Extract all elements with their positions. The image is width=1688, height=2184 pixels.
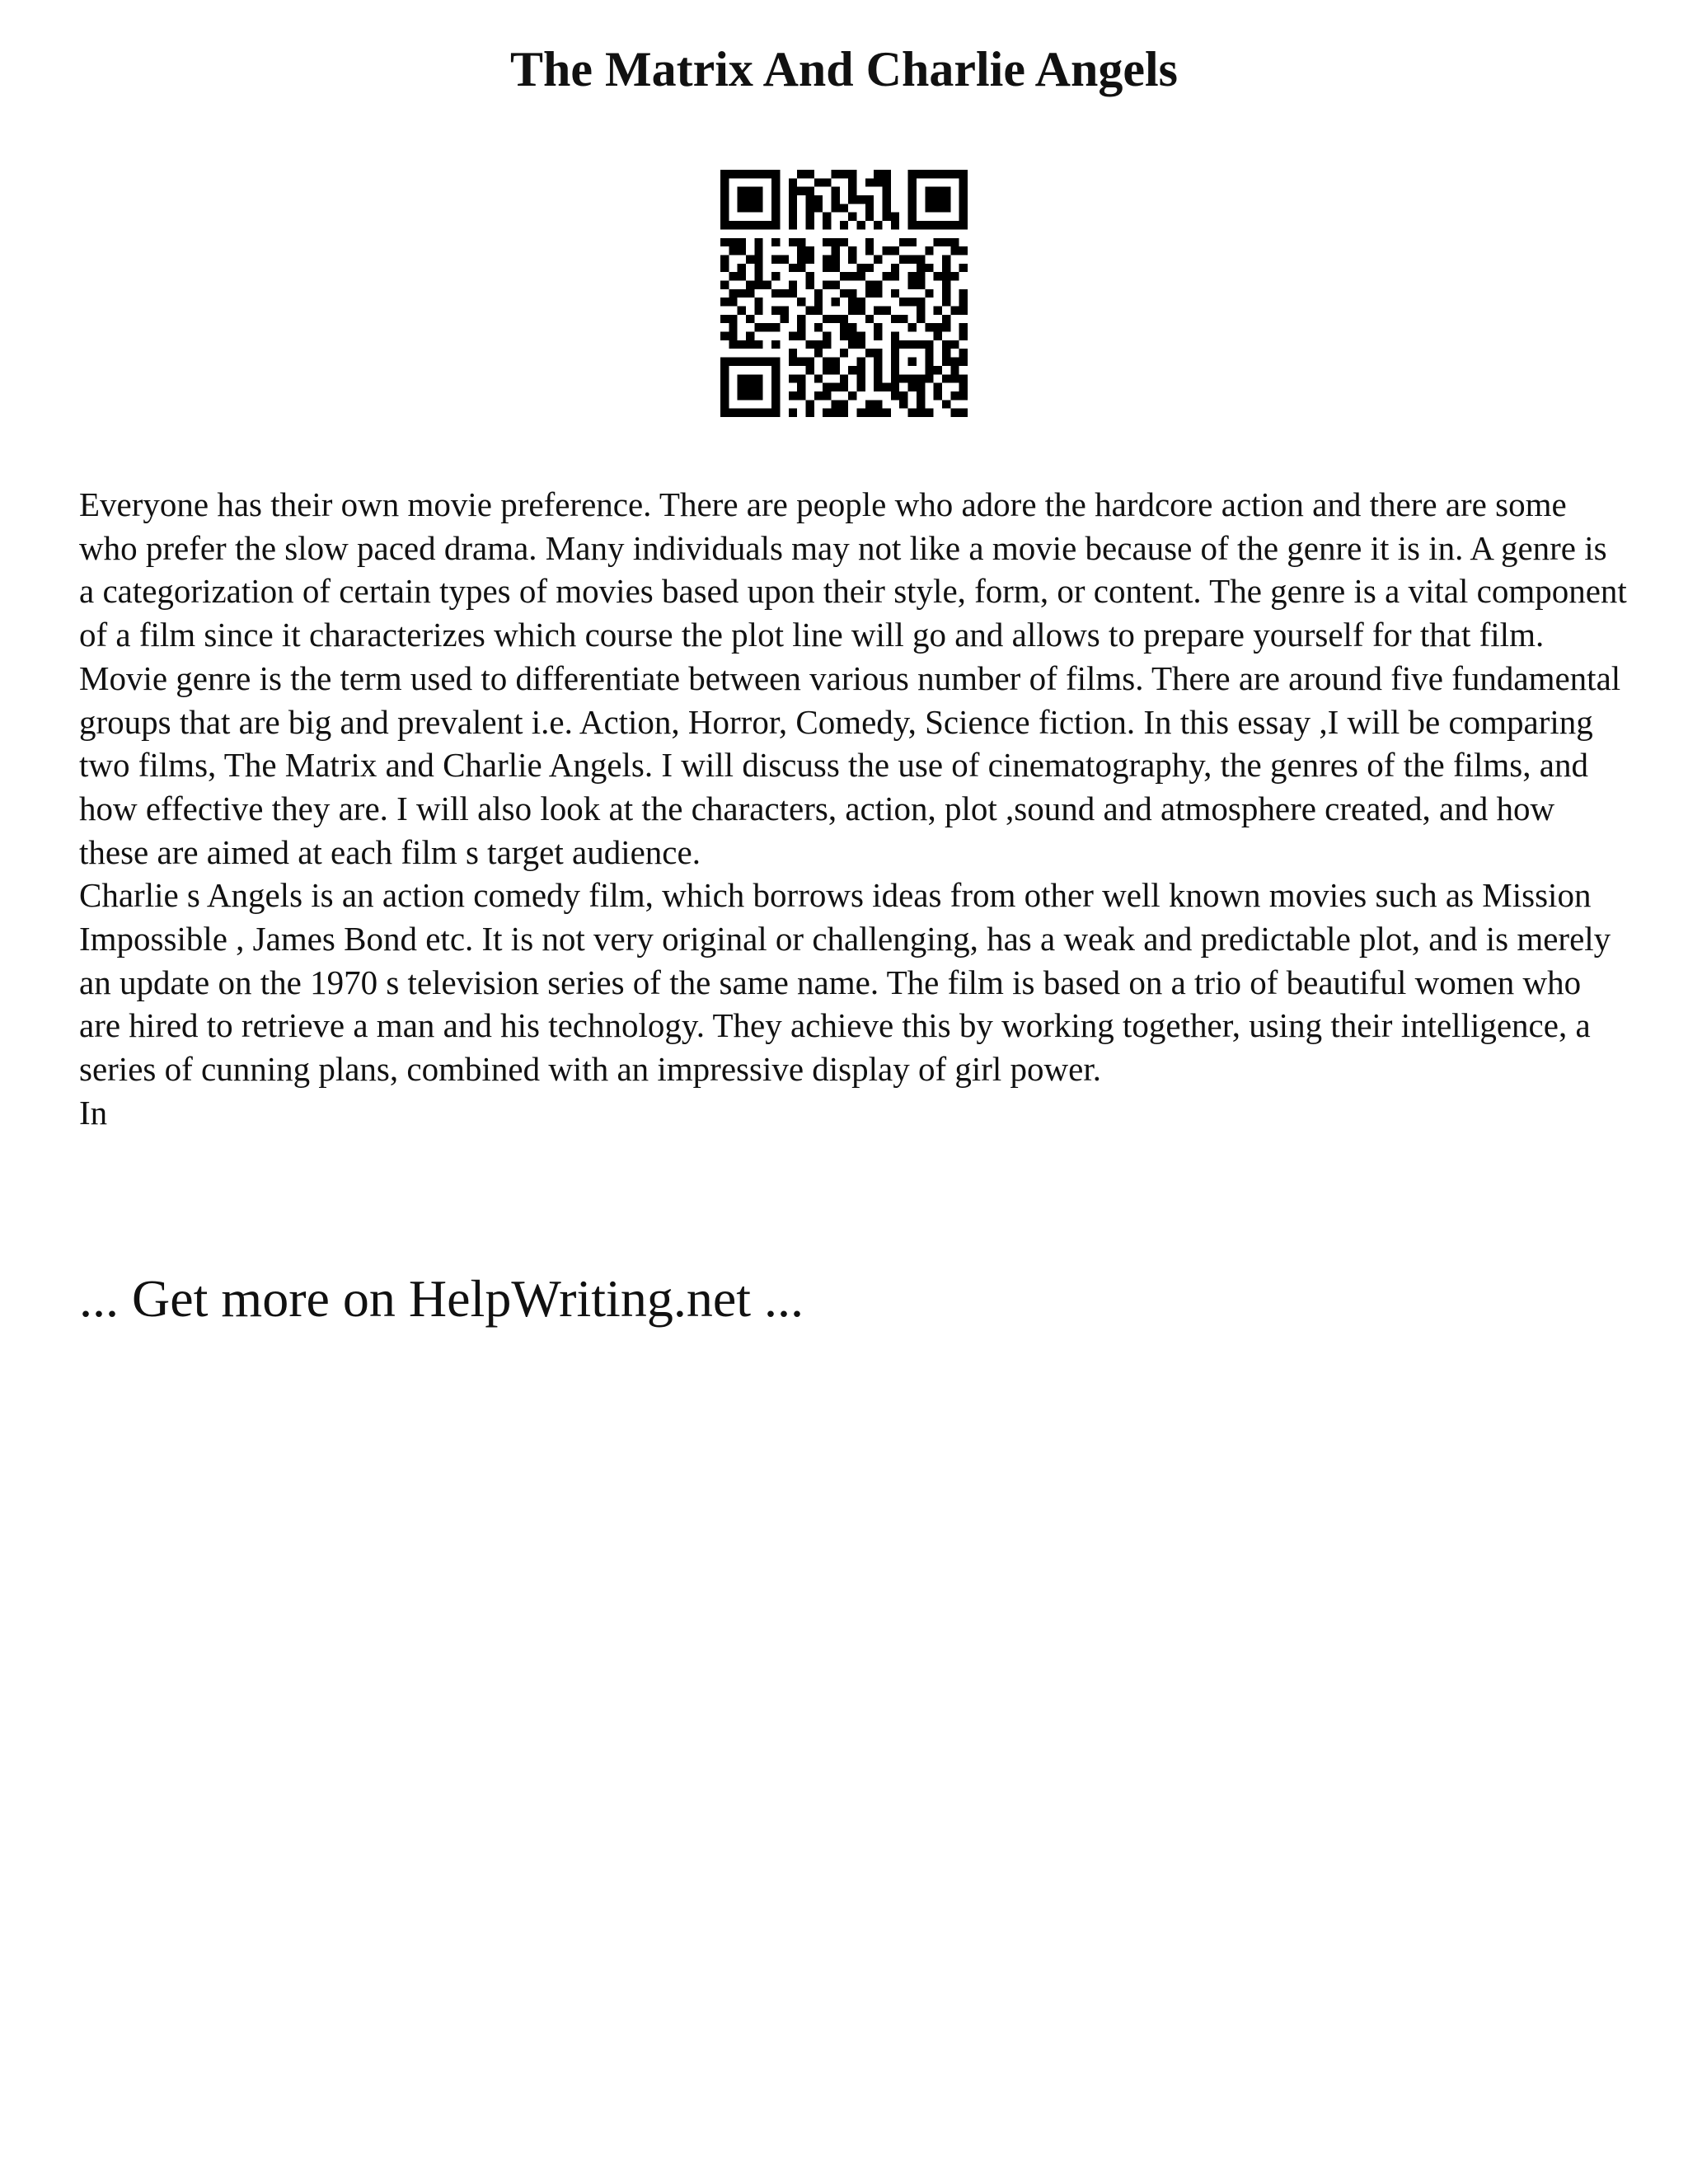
document-title: The Matrix And Charlie Angels xyxy=(509,42,1179,96)
essay-paragraph-2: Charlie s Angels is an action comedy film, which borrows ideas from other well known movies such as Mission Impossible , James Bond etc. It is not very original or challenging, has a weak and predictable plot, and is merely an update on the 1970 s television series of the same name. The film is based on a trio of beautiful women who are hired to retrieve a man and his technology. They achieve this by working together, using their intelligence, a series of cunning plans, combined with an impressive display of girl power. xyxy=(79,876,1611,1089)
qr-code-icon xyxy=(720,170,968,417)
get-more-link[interactable]: ... Get more on HelpWriting.net ... xyxy=(79,1269,804,1328)
essay-paragraph-3: In xyxy=(79,1093,108,1132)
essay-paragraph-1: Everyone has their own movie preference. There are people who adore the hardcore action and there are some who prefer the slow paced drama. Many individuals may not like a movie because of the genre it is in. A genre is a categorization of certain types of movies based upon their style, form, or content. The genre is a vital component of a film since it characterizes which course the plot line will go and allows to prepare yourself for that film. Movie genre is the term used to differentiate between various number of films. There are around five fundamental groups that are big and prevalent i.e. Action, Horror, Comedy, Science fiction. In this essay ,I will be comparing two films, The Matrix and Charlie Angels. I will discuss the use of cinematography, the genres of the films, and how effective they are. I will also look at the characters, action, plot ,sound and atmosphere created, and how these are aimed at each film s target audience. xyxy=(79,485,1627,871)
essay-body xyxy=(79,483,1629,1135)
